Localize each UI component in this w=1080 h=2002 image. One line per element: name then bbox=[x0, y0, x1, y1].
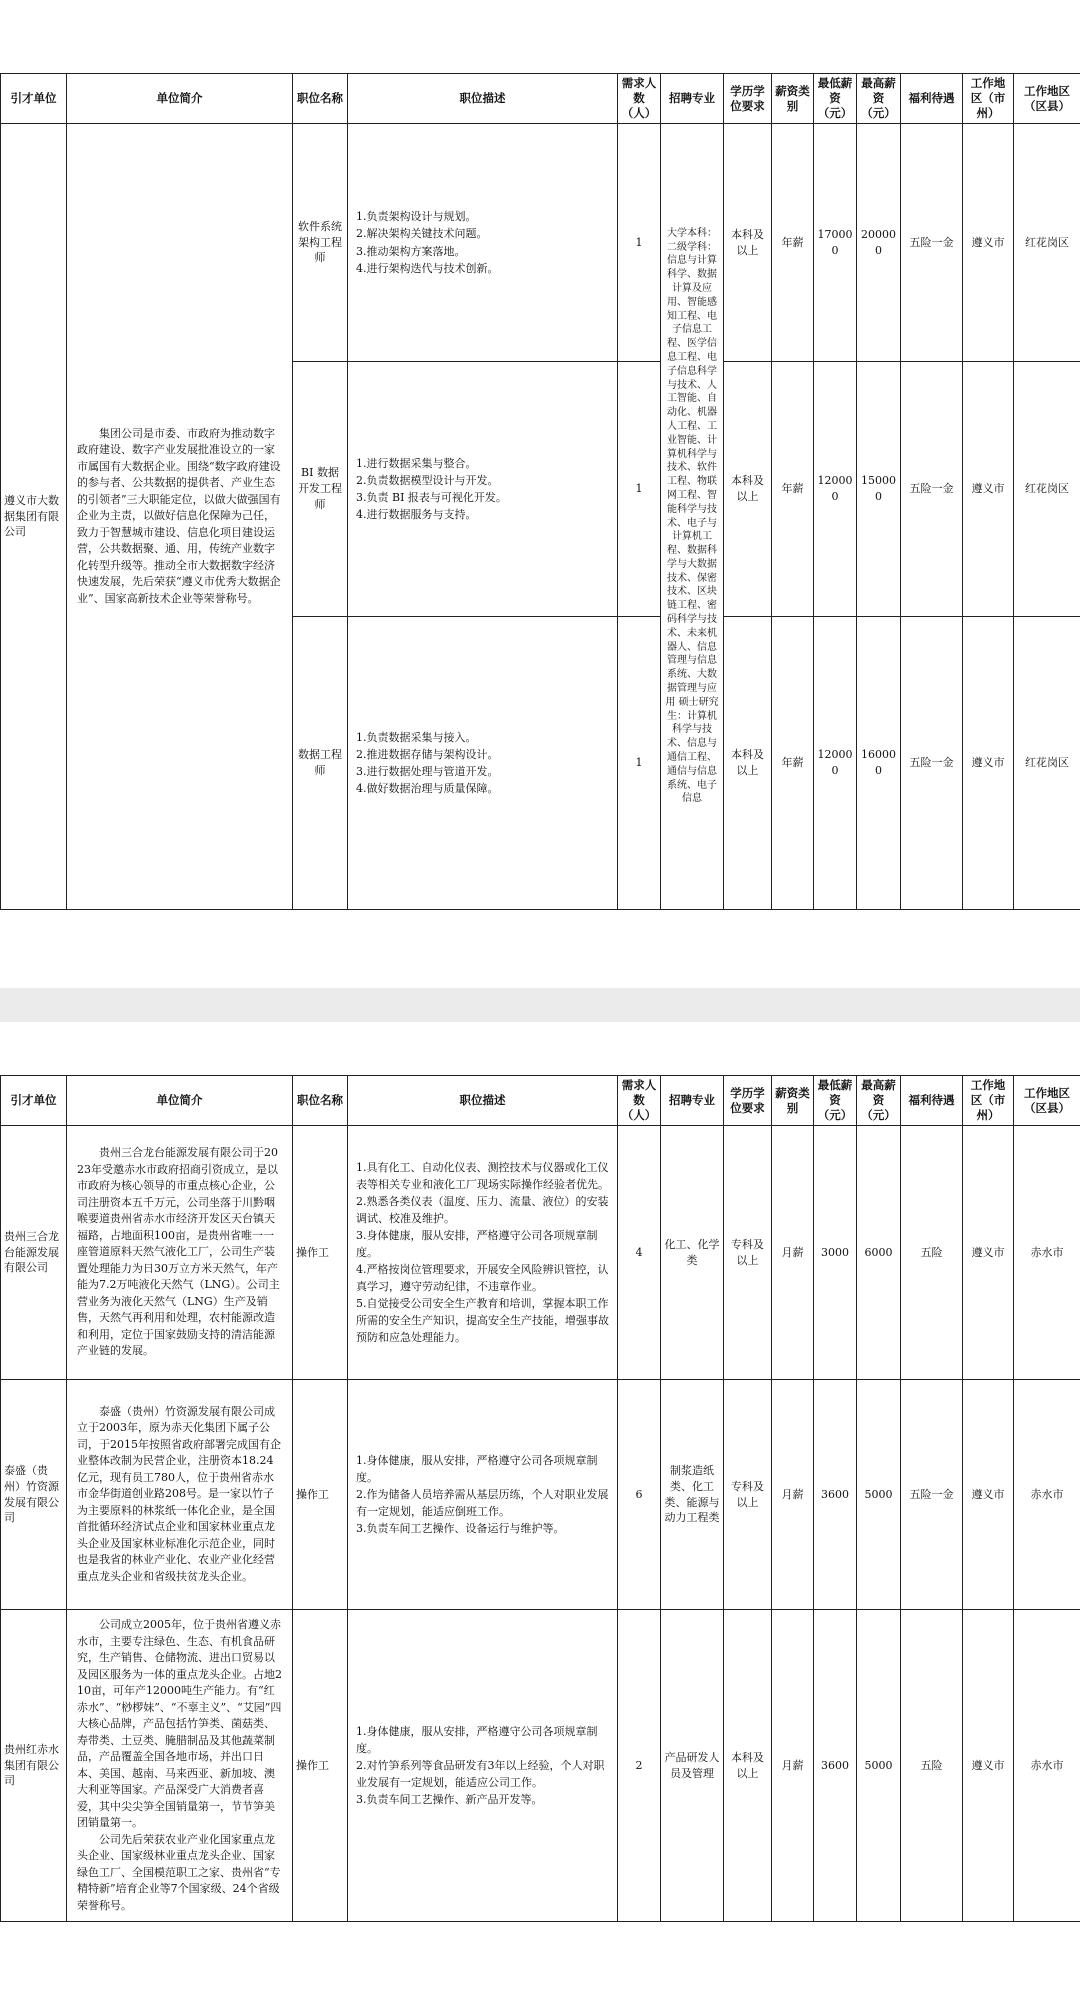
headcount: 1 bbox=[618, 124, 661, 362]
header-intro: 单位简介 bbox=[67, 1076, 293, 1126]
header-description: 职位描述 bbox=[348, 74, 618, 124]
work-city: 遵义市 bbox=[963, 124, 1014, 362]
benefits: 五险一金 bbox=[901, 617, 963, 910]
benefits: 五险一金 bbox=[901, 1380, 963, 1610]
max-salary: 200000 bbox=[857, 124, 901, 362]
max-salary: 150000 bbox=[857, 362, 901, 617]
desc-line: 3.负责 BI 报表与可视化开发。 bbox=[356, 491, 507, 504]
desc-line: 2.熟悉各类仪表（温度、压力、流量、液位）的安装调试、校准及维护。 bbox=[356, 1194, 609, 1225]
desc-line: 2.作为储备人员培养需从基层历练，个人对职业发展有一定规划，能适应倒班工作。 bbox=[356, 1487, 609, 1519]
header-city: 工作地区（市州） bbox=[963, 74, 1014, 124]
min-salary: 3600 bbox=[814, 1380, 857, 1610]
desc-line: 2.推进数据存储与架构设计。 bbox=[356, 747, 499, 761]
position-name: 操作工 bbox=[293, 1610, 348, 1922]
recruit-major: 化工、化学类 bbox=[661, 1126, 724, 1380]
header-count: 需求人数（人） bbox=[618, 1076, 661, 1126]
position-name: 操作工 bbox=[293, 1126, 348, 1380]
table-row bbox=[1, 124, 1080, 362]
recruit-major: 制浆造纸类、化工类、能源与动力工程类 bbox=[661, 1380, 724, 1610]
header-max-salary: 最高薪资（元） bbox=[857, 1076, 901, 1126]
desc-line: 2.解决架构关键技术问题。 bbox=[356, 227, 488, 241]
desc-line: 3.负责车间工艺操作、设备运行与维护等。 bbox=[356, 1522, 565, 1536]
salary-type: 年薪 bbox=[772, 124, 814, 362]
unit-name: 贵州三合龙台能源发展有限公司 bbox=[1, 1126, 67, 1380]
header-major: 招聘专业 bbox=[661, 1076, 724, 1126]
header-benefits: 福利待遇 bbox=[901, 1076, 963, 1126]
header-salary-type: 薪资类别 bbox=[772, 74, 814, 124]
headcount: 6 bbox=[618, 1380, 661, 1610]
desc-line: 1.具有化工、自动化仪表、测控技术与仪器或化工仪表等相关专业和液化工厂现场实际操作经验者优先。 bbox=[356, 1160, 609, 1191]
salary-type: 月薪 bbox=[772, 1610, 814, 1922]
work-county: 赤水市 bbox=[1014, 1380, 1080, 1610]
min-salary: 120000 bbox=[814, 362, 857, 617]
desc-line: 3.身体健康，服从安排，严格遵守公司各项规章制度。 bbox=[356, 1228, 598, 1259]
min-salary: 3000 bbox=[814, 1126, 857, 1380]
position-description bbox=[348, 362, 618, 617]
desc-line: 1.负责数据采集与接入。 bbox=[356, 730, 477, 744]
headcount: 4 bbox=[618, 1126, 661, 1380]
desc-line: 1.负责架构设计与规划。 bbox=[356, 210, 477, 224]
max-salary: 6000 bbox=[857, 1126, 901, 1380]
header-degree: 学历学位要求 bbox=[724, 74, 772, 124]
desc-line: 4.进行架构迭代与技术创新。 bbox=[356, 261, 499, 275]
position-description bbox=[348, 617, 618, 910]
min-salary: 120000 bbox=[814, 617, 857, 910]
recruitment-table-1 bbox=[0, 73, 1080, 910]
work-county: 红花岗区 bbox=[1014, 617, 1080, 910]
recruit-major: 产品研发人员及管理 bbox=[661, 1610, 724, 1922]
unit-intro: 贵州三合龙台能源发展有限公司于2023年受邀赤水市政府招商引资成立，是以市政府为核心领导的市重点核心企业，公司注册资本五千万元，公司坐落于川黔咽喉要道贵州省赤水市经济开发区天台镇天福路，占地面积100亩，是贵州省唯一一座管道原料天然气液化工厂，公司生产装置处理能力为日30万立方米天然气，年产能为7.2万吨液化天然气（LNG）。公司主营业务为液化天然气（LNG）生产及销售，天然气再利用和处理，农村能源改造和利用，定位于国家鼓励支持的清洁能源产业链的发展。 bbox=[67, 1126, 293, 1380]
header-min-salary: 最低薪资（元） bbox=[814, 74, 857, 124]
header-city: 工作地区（市州） bbox=[963, 1076, 1014, 1126]
work-county: 赤水市 bbox=[1014, 1126, 1080, 1380]
table-header-row bbox=[1, 1076, 1080, 1126]
salary-type: 年薪 bbox=[772, 362, 814, 617]
degree-requirement: 本科及以上 bbox=[724, 617, 772, 910]
header-major: 招聘专业 bbox=[661, 74, 724, 124]
position-name: 数据工程师 bbox=[293, 617, 348, 910]
work-city: 遵义市 bbox=[963, 1610, 1014, 1922]
benefits: 五险 bbox=[901, 1610, 963, 1922]
degree-requirement: 本科及以上 bbox=[724, 124, 772, 362]
table-row bbox=[1, 1380, 1080, 1610]
position-name: BI 数据开发工程师 bbox=[293, 362, 348, 617]
position-description bbox=[348, 124, 618, 362]
unit-name: 遵义市大数据集团有限公司 bbox=[1, 124, 67, 910]
degree-requirement: 专科及以上 bbox=[724, 1126, 772, 1380]
desc-line: 3.负责车间工艺操作、新产品开发等。 bbox=[356, 1793, 543, 1807]
header-county: 工作地区（区县） bbox=[1014, 74, 1080, 124]
min-salary: 170000 bbox=[814, 124, 857, 362]
header-unit: 引才单位 bbox=[1, 1076, 67, 1126]
degree-requirement: 专科及以上 bbox=[724, 1380, 772, 1610]
salary-type: 年薪 bbox=[772, 617, 814, 910]
benefits: 五险一金 bbox=[901, 124, 963, 362]
header-min-salary: 最低薪资（元） bbox=[814, 1076, 857, 1126]
work-city: 遵义市 bbox=[963, 362, 1014, 617]
headcount: 1 bbox=[618, 362, 661, 617]
desc-line: 1.身体健康，服从安排，严格遵守公司各项规章制度。 bbox=[356, 1453, 598, 1484]
unit-intro: 公司成立2005年，位于贵州省遵义赤水市，主要专注绿色、生态、有机食品研究，生产销售、仓储物流、进出口贸易以及园区服务为一体的重点龙头企业。占地210亩，可年产12000吨生产能力。有“红赤水”、“桫椤妹”、“不辜主义”、“艾园”四大核心品牌，产品包括竹笋类、菌菇类、寿带类、土豆类、腌腊制品及其他蔬菜制品，产品覆盖全国各地市场，并出口日本、美国、越南、马来西亚、新加坡、澳大利亚等国家。产品深受广大消费者喜爱，其中尖尖笋全国销量第一，节节笋美团销量第一。 公司先后荣获农业产业化国家重点龙头企业、国家级林业重点龙头企业、国家绿色工厂、全国模范职工之家、贵州省“专精特新”培育企业等7个国家级、24个省级荣誉称号。 bbox=[67, 1610, 293, 1922]
header-description: 职位描述 bbox=[348, 1076, 618, 1126]
work-city: 遵义市 bbox=[963, 617, 1014, 910]
desc-line: 3.推动架构方案落地。 bbox=[356, 244, 466, 258]
benefits: 五险 bbox=[901, 1126, 963, 1380]
header-unit: 引才单位 bbox=[1, 74, 67, 124]
unit-name: 贵州红赤水集团有限公司 bbox=[1, 1610, 67, 1922]
header-benefits: 福利待遇 bbox=[901, 74, 963, 124]
header-position: 职位名称 bbox=[293, 1076, 348, 1126]
unit-intro: 集团公司是市委、市政府为推动数字政府建设、数字产业发展批准设立的一家市属国有大数据企业。围绕“数字政府建设的参与者、公共数据的提供者、产业生态的引领者”三大职能定位，以做大做强国有企业为主责，以做好信息化保障为己任，致力于智慧城市建设、信息化项目建设运营，公共数据聚、通、用，传统产业数字化转型升级等。推动全市大数据数字经济快速发展，先后荣获“遵义市优秀大数据企业”、国家高新技术企业等荣誉称号。 bbox=[67, 124, 293, 910]
work-county: 红花岗区 bbox=[1014, 124, 1080, 362]
header-degree: 学历学位要求 bbox=[724, 1076, 772, 1126]
desc-line: 2.负责数据模型设计与开发。 bbox=[356, 473, 499, 487]
desc-line: 4.进行数据服务与支持。 bbox=[356, 508, 477, 522]
salary-type: 月薪 bbox=[772, 1126, 814, 1380]
header-intro: 单位简介 bbox=[67, 74, 293, 124]
desc-line: 1.身体健康，服从安排，严格遵守公司各项规章制度。 bbox=[356, 1724, 598, 1755]
position-name: 软件系统架构工程师 bbox=[293, 124, 348, 362]
min-salary: 3600 bbox=[814, 1610, 857, 1922]
max-salary: 5000 bbox=[857, 1610, 901, 1922]
work-city: 遵义市 bbox=[963, 1380, 1014, 1610]
work-city: 遵义市 bbox=[963, 1126, 1014, 1380]
work-county: 赤水市 bbox=[1014, 1610, 1080, 1922]
benefits: 五险一金 bbox=[901, 362, 963, 617]
degree-requirement: 本科及以上 bbox=[724, 362, 772, 617]
header-max-salary: 最高薪资（元） bbox=[857, 74, 901, 124]
degree-requirement: 本科及以上 bbox=[724, 1610, 772, 1922]
position-name: 操作工 bbox=[293, 1380, 348, 1610]
page-gap bbox=[0, 988, 1080, 1022]
desc-line: 3.进行数据处理与管道开发。 bbox=[356, 765, 499, 778]
headcount: 2 bbox=[618, 1610, 661, 1922]
header-salary-type: 薪资类别 bbox=[772, 1076, 814, 1126]
header-county: 工作地区（区县） bbox=[1014, 1076, 1080, 1126]
max-salary: 160000 bbox=[857, 617, 901, 910]
headcount: 1 bbox=[618, 617, 661, 910]
desc-line: 4.做好数据治理与质量保障。 bbox=[356, 782, 499, 796]
unit-intro: 泰盛（贵州）竹资源发展有限公司成立于2003年，原为赤天化集团下属子公司，于2015年按照省政府部署完成国有企业整体改制为民营企业，注册资本18.24亿元，现有员工780人，位于贵州省赤水市金华街道创业路208号。是一家以竹子为主要原料的林浆纸一体化企业，是全国首批循环经济试点企业和国家林业重点龙头企业及国家林业标准化示范企业，同时也是我省的林业产业化、农业产业化经营重点龙头企业和省级扶贫龙头企业。 bbox=[67, 1380, 293, 1610]
desc-line: 1.进行数据采集与整合。 bbox=[356, 456, 477, 470]
desc-line: 5.自觉接受公司安全生产教育和培训，掌握本职工作所需的安全生产知识，提高安全生产技能，增强事故预防和应急处理能力。 bbox=[356, 1297, 609, 1345]
position-description bbox=[348, 1380, 618, 1610]
recruitment-table-2 bbox=[0, 1075, 1080, 1922]
table-header-row bbox=[1, 74, 1080, 124]
desc-line: 4.严格按岗位管理要求，开展安全风险辨识管控，认真学习，遵守劳动纪律，不违章作业。 bbox=[356, 1263, 609, 1294]
header-position: 职位名称 bbox=[293, 74, 348, 124]
table-row bbox=[1, 1126, 1080, 1380]
max-salary: 5000 bbox=[857, 1380, 901, 1610]
position-description bbox=[348, 1126, 618, 1380]
work-county: 红花岗区 bbox=[1014, 362, 1080, 617]
recruit-major: 大学本科：二级学科：信息与计算科学、数据计算及应用、智能感知工程、电子信息工程、医学信息工程、电子信息科学与技术、人工智能、自动化、机器人工程、工业智能、计算机科学与技术、软件工程、物联网工程、智能科学与技术、电子与计算机工程、数据科学与大数据技术、保密技术、区块链工程、密码科学与技术、未来机器人、信息管理与信息系统、大数据管理与应用 硕士研究生：计算机科学与技术、信息与通信工程、通信与信息系统、电子信息 bbox=[661, 124, 724, 910]
header-count: 需求人数（人） bbox=[618, 74, 661, 124]
table-row bbox=[1, 1610, 1080, 1922]
desc-line: 2.对竹笋系列等食品研发有3年以上经验，个人对职业发展有一定规划，能适应公司工作。 bbox=[356, 1758, 605, 1790]
position-description bbox=[348, 1610, 618, 1922]
salary-type: 月薪 bbox=[772, 1380, 814, 1610]
unit-name: 泰盛（贵州）竹资源发展有限公司 bbox=[1, 1380, 67, 1610]
